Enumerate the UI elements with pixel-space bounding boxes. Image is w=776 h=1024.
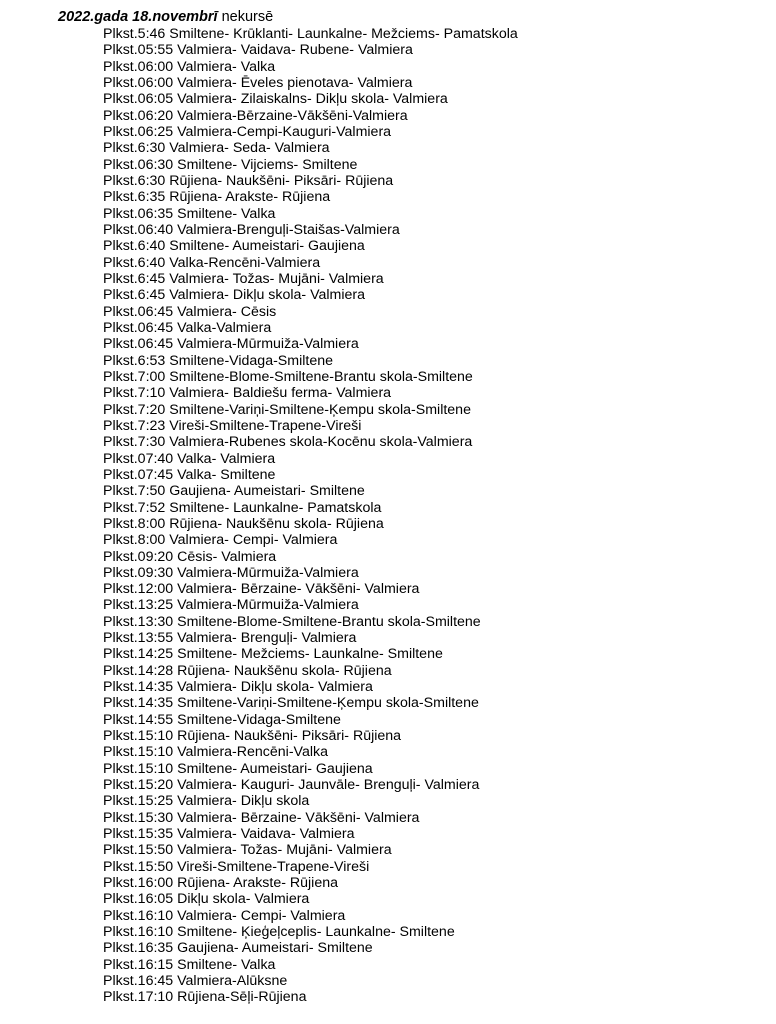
trip-entry: Plkst.09:20 Cēsis- Valmiera bbox=[103, 548, 277, 565]
trip-entry: Plkst.14:35 Valmiera- Dikļu skola- Valmiera bbox=[103, 679, 373, 696]
trip-entry: Plkst.07:40 Valka- Valmiera bbox=[103, 450, 276, 467]
trip-entry: Plkst.15:20 Valmiera- Kauguri- Jaunvāle- Brenguļi- Valmiera bbox=[103, 777, 480, 794]
trip-entry: Plkst.06:05 Valmiera- Zilaiskalns- Dikļu skola- Valmiera bbox=[103, 91, 448, 108]
trip-entry: Plkst.15:50 Vireši-Smiltene-Trapene-Vireši bbox=[103, 858, 370, 875]
trip-entry: Plkst.15:10 Valmiera-Rencēni-Valka bbox=[103, 744, 328, 761]
trip-entry: Plkst.15:25 Valmiera- Dikļu skola bbox=[103, 793, 310, 810]
trip-entry: Plkst.16:10 Smiltene- Ķieģeļceplis- Launkalne- Smiltene bbox=[103, 924, 455, 941]
trip-entry: Plkst.06:40 Valmiera-Brenguļi-Staišas-Valmiera bbox=[103, 221, 400, 238]
trip-entry: Plkst.16:00 Rūjiena- Arakste- Rūjiena bbox=[103, 875, 339, 892]
trip-entry: Plkst.15:30 Valmiera- Bērzaine- Vākšēni- Valmiera bbox=[103, 809, 420, 826]
trip-entry: Plkst.12:00 Valmiera- Bērzaine- Vākšēni- Valmiera bbox=[103, 581, 420, 598]
trip-entry: Plkst.15:10 Rūjiena- Naukšēni- Piksāri- Rūjiena bbox=[103, 728, 402, 745]
trip-entry: Plkst.7:52 Smiltene- Launkalne- Pamatskola bbox=[103, 499, 382, 516]
trip-entry: Plkst.5:46 Smiltene- Krūklanti- Launkalne- Mežciems- Pamatskola bbox=[103, 26, 518, 42]
trip-entry: Plkst.13:55 Valmiera- Brenguļi- Valmiera bbox=[103, 630, 357, 647]
trip-entry: Plkst.05:55 Valmiera- Vaidava- Rubene- Valmiera bbox=[103, 42, 413, 59]
trip-entry: Plkst.15:50 Valmiera- Tožas- Mujāni- Valmiera bbox=[103, 842, 392, 859]
trip-entry: Plkst.8:00 Rūjiena- Naukšēnu skola- Rūjiena bbox=[103, 515, 384, 532]
trip-entry: Plkst.6:53 Smiltene-Vidaga-Smiltene bbox=[103, 352, 334, 369]
trip-entry: Plkst.14:28 Rūjiena- Naukšēnu skola- Rūjiena bbox=[103, 662, 392, 679]
trip-entry: Plkst.16:15 Smiltene- Valka bbox=[103, 956, 276, 973]
trip-entry: Plkst.7:20 Smiltene-Variņi-Smiltene-Ķempu skola-Smiltene bbox=[103, 401, 471, 418]
trip-entry: Plkst.13:25 Valmiera-Mūrmuiža-Valmiera bbox=[103, 597, 359, 614]
trip-entry: Plkst.06:45 Valka-Valmiera bbox=[103, 319, 272, 336]
trip-entry: Plkst.6:30 Rūjiena- Naukšēni- Piksāri- Rūjiena bbox=[103, 172, 394, 189]
trip-entry: Plkst.7:10 Valmiera- Baldiešu ferma- Valmiera bbox=[103, 385, 392, 402]
trip-entry: Plkst.16:10 Valmiera- Cempi- Valmiera bbox=[103, 907, 346, 924]
trip-entry: Plkst.15:10 Smiltene- Aumeistari- Gaujiena bbox=[103, 760, 373, 777]
header-status: nekursē bbox=[221, 9, 274, 25]
trip-entry: Plkst.6:35 Rūjiena- Arakste- Rūjiena bbox=[103, 189, 331, 206]
trip-entry: Plkst.16:05 Dikļu skola- Valmiera bbox=[103, 891, 310, 908]
trip-entry: Plkst.16:35 Gaujiena- Aumeistari- Smiltene bbox=[103, 940, 373, 957]
trip-entry: Plkst.6:45 Valmiera- Dikļu skola- Valmiera bbox=[103, 287, 366, 304]
trip-entry: Plkst.14:35 Smiltene-Variņi-Smiltene-Ķempu skola-Smiltene bbox=[103, 695, 479, 712]
trip-entry: Plkst.6:45 Valmiera- Tožas- Mujāni- Valmiera bbox=[103, 270, 384, 287]
trip-entry: Plkst.06:35 Smiltene- Valka bbox=[103, 205, 276, 222]
trip-entry: Plkst.06:25 Valmiera-Cempi-Kauguri-Valmiera bbox=[103, 123, 392, 140]
trip-entry: Plkst.7:23 Vireši-Smiltene-Trapene-Vireši bbox=[103, 417, 362, 434]
trip-entry: Plkst.6:40 Valka-Rencēni-Valmiera bbox=[103, 254, 321, 271]
cancelled-trips-list bbox=[103, 26, 518, 1006]
trip-entry: Plkst.16:45 Valmiera-Alūksne bbox=[103, 973, 288, 990]
trip-entry: Plkst.7:00 Smiltene-Blome-Smiltene-Brantu skola-Smiltene bbox=[103, 368, 473, 385]
document-header bbox=[58, 9, 273, 26]
trip-entry: Plkst.06:00 Valmiera- Ēveles pienotava- Valmiera bbox=[103, 74, 413, 91]
trip-entry: Plkst.07:45 Valka- Smiltene bbox=[103, 466, 276, 483]
trip-entry: Plkst.06:30 Smiltene- Vijciems- Smiltene bbox=[103, 156, 358, 173]
trip-entry: Plkst.06:20 Valmiera-Bērzaine-Vākšēni-Valmiera bbox=[103, 107, 408, 124]
trip-entry: Plkst.09:30 Valmiera-Mūrmuiža-Valmiera bbox=[103, 564, 359, 581]
header-date: 2022.gada 18.novembrī bbox=[58, 9, 218, 25]
trip-entry: Plkst.14:55 Smiltene-Vidaga-Smiltene bbox=[103, 711, 341, 728]
trip-entry: Plkst.13:30 Smiltene-Blome-Smiltene-Brantu skola-Smiltene bbox=[103, 613, 481, 630]
trip-entry: Plkst.8:00 Valmiera- Cempi- Valmiera bbox=[103, 532, 338, 549]
trip-entry: Plkst.06:45 Valmiera-Mūrmuiža-Valmiera bbox=[103, 336, 359, 353]
trip-entry: Plkst.7:50 Gaujiena- Aumeistari- Smiltene bbox=[103, 483, 365, 500]
trip-entry: Plkst.06:45 Valmiera- Cēsis bbox=[103, 303, 277, 320]
trip-entry: Plkst.7:30 Valmiera-Rubenes skola-Kocēnu skola-Valmiera bbox=[103, 434, 473, 451]
trip-entry: Plkst.6:40 Smiltene- Aumeistari- Gaujiena bbox=[103, 238, 365, 255]
trip-entry: Plkst.14:25 Smiltene- Mežciems- Launkalne- Smiltene bbox=[103, 646, 443, 663]
trip-entry: Plkst.06:00 Valmiera- Valka bbox=[103, 58, 276, 75]
trip-entry: Plkst.17:10 Rūjiena-Sēļi-Rūjiena bbox=[103, 989, 307, 1006]
trip-entry: Plkst.6:30 Valmiera- Seda- Valmiera bbox=[103, 140, 330, 157]
trip-entry: Plkst.15:35 Valmiera- Vaidava- Valmiera bbox=[103, 826, 355, 843]
